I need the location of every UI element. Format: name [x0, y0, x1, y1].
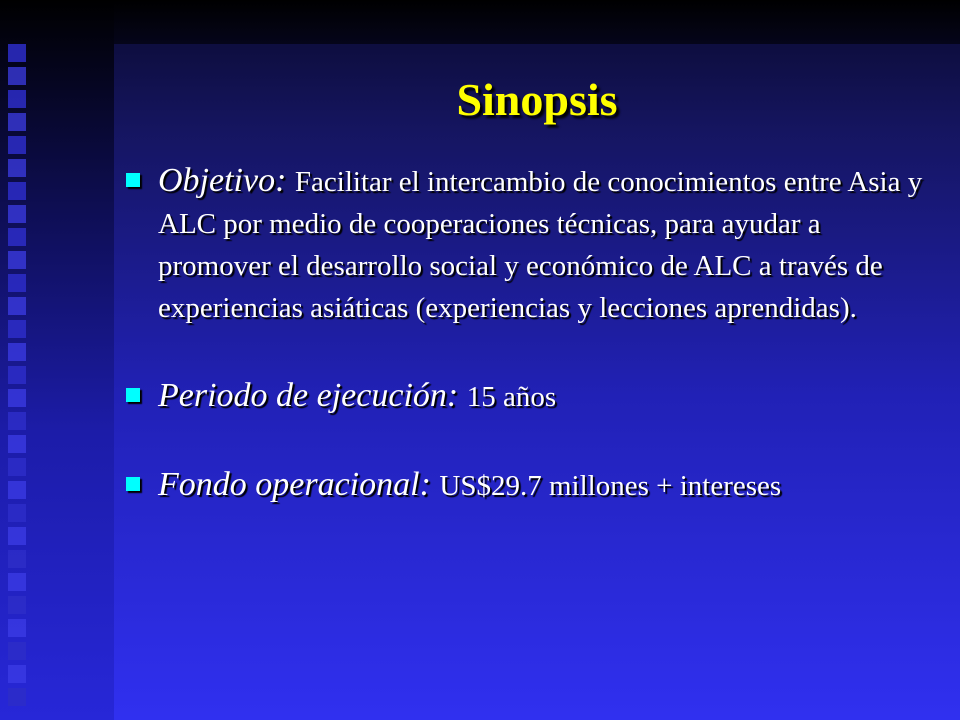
bullet-term: Periodo de ejecución: [158, 377, 467, 414]
square-bullet-icon [126, 477, 140, 491]
bullet-list [124, 160, 934, 507]
bullet-text: US$29.7 millones + intereses [439, 470, 782, 502]
checker-square [8, 389, 26, 407]
checker-square [8, 67, 26, 85]
bullet-fondo [124, 464, 934, 507]
checker-square [8, 504, 26, 522]
checker-square [8, 688, 26, 706]
bullet-text: Facilitar el intercambio de conocimientos entre Asia y ALC por medio de cooperaciones técnicas, para ayudar a promover el desarrollo social y económico de ALC a través de experiencias asiáticas (experiencias y lecciones aprendidas). [158, 166, 923, 324]
checker-square [8, 573, 26, 591]
bullet-objetivo [124, 160, 934, 329]
checker-square [8, 596, 26, 614]
top-band [0, 0, 960, 44]
checker-square [8, 481, 26, 499]
square-bullet-icon [126, 173, 140, 187]
left-decorative-strip [0, 0, 114, 720]
checker-square [8, 665, 26, 683]
checker-square [8, 44, 26, 62]
bullet-text: 15 años [466, 381, 557, 413]
checker-square [8, 619, 26, 637]
checker-square [8, 274, 26, 292]
checker-square [8, 251, 26, 269]
checker-square [8, 136, 26, 154]
checker-square [8, 435, 26, 453]
checker-square [8, 458, 26, 476]
checker-square [8, 527, 26, 545]
checker-square [8, 642, 26, 660]
checker-square [8, 550, 26, 568]
bullet-term: Fondo operacional: [158, 466, 440, 503]
checker-square [8, 412, 26, 430]
checker-square [8, 228, 26, 246]
square-bullet-icon [126, 388, 140, 402]
slide-title: Sinopsis [456, 74, 618, 125]
bullet-periodo [124, 375, 934, 418]
checker-square [8, 297, 26, 315]
checker-square [8, 182, 26, 200]
checker-pattern [8, 44, 26, 720]
checker-square [8, 366, 26, 384]
checker-square [8, 320, 26, 338]
checker-square [8, 159, 26, 177]
bullet-term: Objetivo: [158, 162, 295, 199]
checker-square [8, 343, 26, 361]
checker-square [8, 205, 26, 223]
checker-square [8, 113, 26, 131]
checker-square [8, 90, 26, 108]
